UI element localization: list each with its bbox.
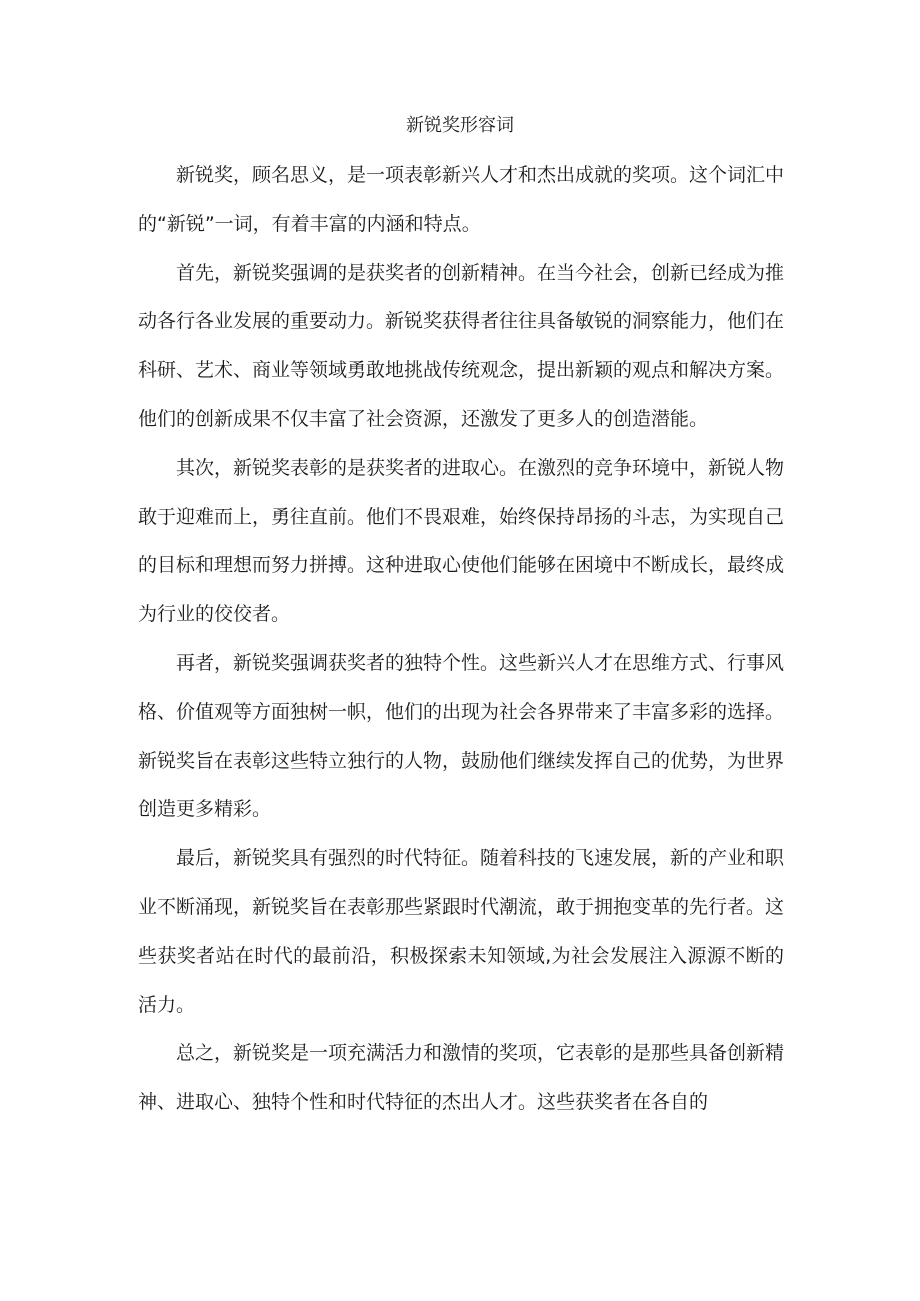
paragraph-innovation: 首先，新锐奖强调的是获奖者的创新精神。在当今社会，创新已经成为推动各行各业发展的重要动力。新锐奖获得者往往具备敏锐的洞察能力，他们在科研、艺术、商业等领域勇敢地挑战传统观念，提出新颖的观点和解决方案。他们的创新成果不仅丰富了社会资源，还激发了更多人的创造潜能。: [138, 261, 785, 430]
document-title: 新锐奖形容词: [406, 115, 514, 136]
paragraph-ambition: 其次，新锐奖表彰的是获奖者的进取心。在激烈的竞争环境中，新锐人物敢于迎难而上，勇往直前。他们不畏艰难，始终保持昂扬的斗志，为实现自己的目标和理想而努力拼搏。这种进取心使他们能够在困境中不断成长，最终成为行业的佼佼者。: [138, 456, 785, 626]
paragraph-era: 最后，新锐奖具有强烈的时代特征。随着科技的飞速发展，新的产业和职业不断涌现，新锐奖旨在表彰那些紧跟时代潮流，敢于拥抱变革的先行者。这些获奖者站在时代的最前沿，积极探索未知领域,为社会发展注入源源不断的活力。: [138, 847, 785, 1016]
paragraph-personality: 再者，新锐奖强调获奖者的独特个性。这些新兴人才在思维方式、行事风格、价值观等方面独树一帜，他们的出现为社会各界带来了丰富多彩的选择。新锐奖旨在表彰这些特立独行的人物，鼓励他们继续发挥自己的优势，为世界创造更多精彩。: [138, 651, 785, 821]
document-body: [138, 151, 784, 1127]
paragraph-intro: 新锐奖，顾名思义，是一项表彰新兴人才和杰出成就的奖项。这个词汇中的“新锐”一词，有着丰富的内涵和特点。: [138, 164, 785, 235]
paragraph-conclusion: 总之，新锐奖是一项充满活力和激情的奖项，它表彰的是那些具备创新精神、进取心、独特个性和时代特征的杰出人才。这些获奖者在各自的: [138, 1042, 785, 1114]
